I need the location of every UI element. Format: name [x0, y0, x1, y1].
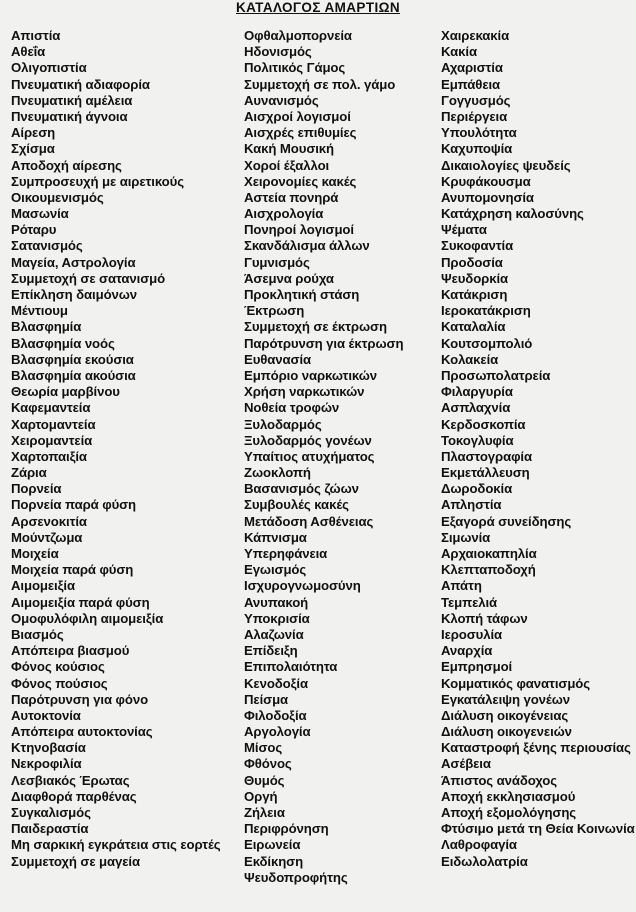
list-item: Άσεμνα ρούχα	[244, 270, 334, 286]
list-item: Ευθανασία	[244, 351, 312, 367]
list-item: Συμμετοχή σε σατανισμό	[11, 270, 166, 286]
list-item: Θεωρία μαρβίνου	[11, 384, 120, 400]
list-item: Απόπειρα βιασμού	[11, 643, 130, 659]
list-item: Πνευματική άγνοια	[11, 108, 128, 124]
list-item: Εξαγορά συνείδησης	[441, 513, 572, 529]
list-item: Καχυποψία	[441, 141, 513, 157]
list-item: Εμπρησμοί	[441, 659, 513, 675]
list-item: Έκτρωση	[244, 303, 305, 319]
list-item: Περιέργεια	[441, 108, 508, 124]
list-item: Αχαριστία	[441, 60, 503, 76]
list-item: Σιμωνία	[441, 529, 491, 545]
page-title	[0, 0, 636, 16]
list-item: Βασανισμός ζώων	[244, 481, 359, 497]
list-item: Ανυπακοή	[244, 594, 309, 610]
title-text: ΚΑΤΑΛΟΓΟΣ ΑΜΑΡΤΙΩΝ	[236, 0, 400, 15]
list-item: Φιλαργυρία	[441, 384, 513, 400]
list-item: Συγκαλισμός	[11, 805, 91, 820]
list-item: Ζωοκλοπή	[244, 465, 311, 481]
list-item: Ιεροσυλία	[441, 626, 503, 642]
list-item: Συμβουλές κακές	[244, 497, 349, 513]
list-item: Πορνεία παρά φύση	[11, 497, 137, 513]
list-item: Εγκατάλειψη γονέων	[441, 691, 571, 707]
list-item: Συκοφαντία	[441, 238, 514, 254]
list-item: Πλαστογραφία	[441, 448, 533, 464]
list-item: Ψευδοπροφήτης	[244, 869, 348, 885]
list-item: Διάλυση οικογένειας	[441, 707, 569, 723]
list-item: Υπαίτιος ατυχήματος	[244, 448, 375, 464]
list-item: Αποχή εξομολόγησης	[441, 805, 577, 820]
list-item: Κακή Μουσική	[244, 141, 335, 157]
list-item: Καφεμαντεία	[11, 400, 91, 416]
list-item: Ανυπομονησία	[441, 189, 534, 205]
list-item: Ασπλαχνία	[441, 400, 511, 416]
list-item: Πνευματική αμέλεια	[11, 92, 133, 108]
list-item: Αποδοχή αίρεσης	[11, 157, 122, 173]
list-item: Συμμετοχή σε πολ. γάμο	[244, 76, 396, 92]
list-item: Λεσβιακός Έρωτας	[11, 772, 130, 788]
list-item: Ειδωλολατρία	[441, 853, 528, 869]
list-item: Προκλητική στάση	[244, 287, 360, 302]
list-item: Βλασφημία εκούσια	[11, 351, 134, 367]
list-item: Βλασφημία	[11, 319, 82, 335]
list-item: Ειρωνεία	[244, 837, 301, 853]
list-item: Παρότρυνση για έκτρωση	[244, 335, 404, 351]
list-item: Επιπολαιότητα	[244, 659, 338, 675]
list-item: Χαιρεκακία	[441, 28, 510, 43]
sin-list-column-3	[441, 28, 635, 870]
list-item: Κατάχρηση καλοσύνης	[441, 206, 584, 222]
list-item: Μη σαρκική εγκράτεια στις εορτές	[11, 837, 221, 853]
list-item: Αναρχία	[441, 643, 493, 659]
list-item: Εμπόριο ναρκωτικών	[244, 367, 377, 383]
list-item: Συμμετοχή σε μαγεία	[11, 853, 140, 869]
list-item: Πολιτικός Γάμος	[244, 60, 346, 76]
list-item: Συμπροσευχή με αιρετικούς	[11, 173, 184, 189]
list-item: Κλοπή τάφων	[441, 610, 528, 626]
list-item: Ζάρια	[11, 465, 47, 481]
list-item: Πείσμα	[244, 691, 289, 707]
list-item: Λαθροφαγία	[441, 837, 517, 853]
list-item: Ομοφυλόφιλη αιμομειξία	[11, 610, 164, 626]
list-item: Αρσενοκιτία	[11, 513, 87, 529]
list-item: Αισχρολογία	[244, 206, 324, 222]
list-item: Υπερηφάνεια	[244, 546, 328, 561]
list-item: Εκμετάλλευση	[441, 465, 530, 481]
list-item: Νεκροφιλία	[11, 756, 82, 772]
list-item: Ψέματα	[441, 222, 487, 238]
list-item: Φόνος πούσιος	[11, 675, 108, 691]
list-item: Παιδεραστία	[11, 821, 89, 837]
list-item: Πονηροί λογισμοί	[244, 222, 354, 238]
list-item: Αίρεση	[11, 125, 56, 141]
list-item: Αστεία πονηρά	[244, 189, 339, 205]
list-item: Διάλυση οικογενειών	[441, 724, 572, 740]
list-item: Επίκληση δαιμόνων	[11, 287, 138, 302]
list-item: Χοροί έξαλλοι	[244, 157, 330, 173]
list-item: Αθεΐα	[11, 44, 46, 60]
list-item: Γογγυσμός	[441, 92, 511, 108]
list-item: Προσωπολατρεία	[441, 367, 551, 383]
list-item: Τοκογλυφία	[441, 432, 514, 448]
list-item: Ισχυρογνωμοσύνη	[244, 578, 361, 594]
list-item: Εκδίκηση	[244, 853, 304, 869]
list-item: Ηδονισμός	[244, 44, 312, 60]
list-item: Συμμετοχή σε έκτρωση	[244, 319, 387, 335]
list-item: Ολιγοπιστία	[11, 60, 87, 76]
list-item: Αρχαιοκαπηλία	[441, 546, 537, 561]
list-item: Καταστροφή ξένης περιουσίας	[441, 740, 631, 756]
list-item: Πνευματική αδιαφορία	[11, 76, 150, 92]
list-item: Φιλοδοξία	[244, 707, 307, 723]
list-item: Υπουλότητα	[441, 125, 517, 141]
list-item: Εγωισμός	[244, 562, 307, 578]
list-item: Νοθεία τροφών	[244, 400, 340, 416]
list-item: Σχίσμα	[11, 141, 55, 157]
list-item: Ασέβεια	[441, 756, 491, 772]
list-item: Μοιχεία παρά φύση	[11, 562, 134, 578]
list-item: Καταλαλία	[441, 319, 506, 335]
list-item: Κομματικός φανατισμός	[441, 675, 590, 691]
list-item: Κτηνοβασία	[11, 740, 86, 756]
list-item: Αλαζωνία	[244, 626, 304, 642]
list-item: Χειρομαντεία	[11, 432, 93, 448]
list-item: Περιφρόνηση	[244, 821, 329, 837]
list-item: Φθόνος	[244, 756, 292, 772]
list-item: Θυμός	[244, 772, 285, 788]
list-item: Πορνεία	[11, 481, 62, 497]
list-item: Αυνανισμός	[244, 92, 319, 108]
list-item: Απόπειρα αυτοκτονίας	[11, 724, 153, 740]
list-item: Διαφθορά παρθένας	[11, 788, 137, 804]
list-item: Δικαιολογίες ψευδείς	[441, 157, 571, 173]
list-item: Προδοσία	[441, 254, 503, 270]
list-item: Υποκρισία	[244, 610, 310, 626]
list-item: Ιεροκατάκριση	[441, 303, 531, 319]
list-item: Επίδειξη	[244, 643, 298, 659]
list-item: Βιασμός	[11, 626, 64, 642]
list-item: Οργή	[244, 788, 278, 804]
list-item: Ψευδορκία	[441, 270, 509, 286]
list-item: Αιμομειξία παρά φύση	[11, 594, 150, 610]
list-item: Απάτη	[441, 578, 482, 594]
list-item: Αργολογία	[244, 724, 311, 740]
list-item: Χαρτομαντεία	[11, 416, 96, 432]
list-item: Άπιστος ανάδοχος	[441, 772, 557, 788]
list-item: Κατάκριση	[441, 287, 508, 302]
list-item: Εμπάθεια	[441, 76, 501, 92]
list-item: Βλασφημία νοός	[11, 335, 115, 351]
list-item: Γυμνισμός	[244, 254, 310, 270]
list-item: Σατανισμός	[11, 238, 83, 254]
list-item: Οφθαλμοπορνεία	[244, 28, 352, 43]
list-item: Κλεπταποδοχή	[441, 562, 536, 578]
list-item: Απιστία	[11, 28, 61, 43]
list-item: Μίσος	[244, 740, 283, 756]
list-item: Χρήση ναρκωτικών	[244, 384, 365, 400]
list-item: Κρυφάκουσμα	[441, 173, 531, 189]
list-item: Ζήλεια	[244, 805, 285, 820]
list-item: Μασωνία	[11, 206, 69, 222]
list-item: Μούντζωμα	[11, 529, 83, 545]
list-item: Αισχροί λογισμοί	[244, 108, 351, 124]
list-item: Αισχρές επιθυμίες	[244, 125, 357, 141]
list-item: Κενοδοξία	[244, 675, 308, 691]
list-item: Μοιχεία	[11, 546, 59, 561]
list-item: Δωροδοκία	[441, 481, 513, 497]
list-item: Κάπνισμα	[244, 529, 307, 545]
list-item: Παρότρυνση για φόνο	[11, 691, 149, 707]
list-item: Κακία	[441, 44, 477, 60]
list-item: Χαρτοπαιξία	[11, 448, 87, 464]
list-item: Κουτσομπολιό	[441, 335, 533, 351]
list-item: Μαγεία, Αστρολογία	[11, 254, 136, 270]
list-item: Βλασφημία ακούσια	[11, 367, 136, 383]
list-item: Απληστία	[441, 497, 502, 513]
list-item: Οικουμενισμός	[11, 189, 104, 205]
list-item: Μετάδοση Ασθένειας	[244, 513, 374, 529]
list-item: Ρόταρυ	[11, 222, 57, 238]
list-item: Αιμομειξία	[11, 578, 75, 594]
list-item: Κολακεία	[441, 351, 499, 367]
list-item: Κερδοσκοπία	[441, 416, 526, 432]
list-item: Ξυλοδαρμός γονέων	[244, 432, 372, 448]
list-item: Ξυλοδαρμός	[244, 416, 322, 432]
list-item: Μέντιουμ	[11, 303, 68, 319]
sin-list-column-2	[244, 28, 403, 886]
list-item: Χειρονομίες κακές	[244, 173, 357, 189]
list-item: Φόνος κούσιος	[11, 659, 105, 675]
list-item: Φτύσιμο μετά τη Θεία Κοινωνία	[441, 821, 635, 837]
sin-list-column-1	[11, 28, 221, 870]
list-item: Τεμπελιά	[441, 594, 498, 610]
list-item: Σκανδάλισμα άλλων	[244, 238, 370, 254]
list-item: Αποχή εκκλησιασμού	[441, 788, 576, 804]
list-item: Αυτοκτονία	[11, 707, 81, 723]
